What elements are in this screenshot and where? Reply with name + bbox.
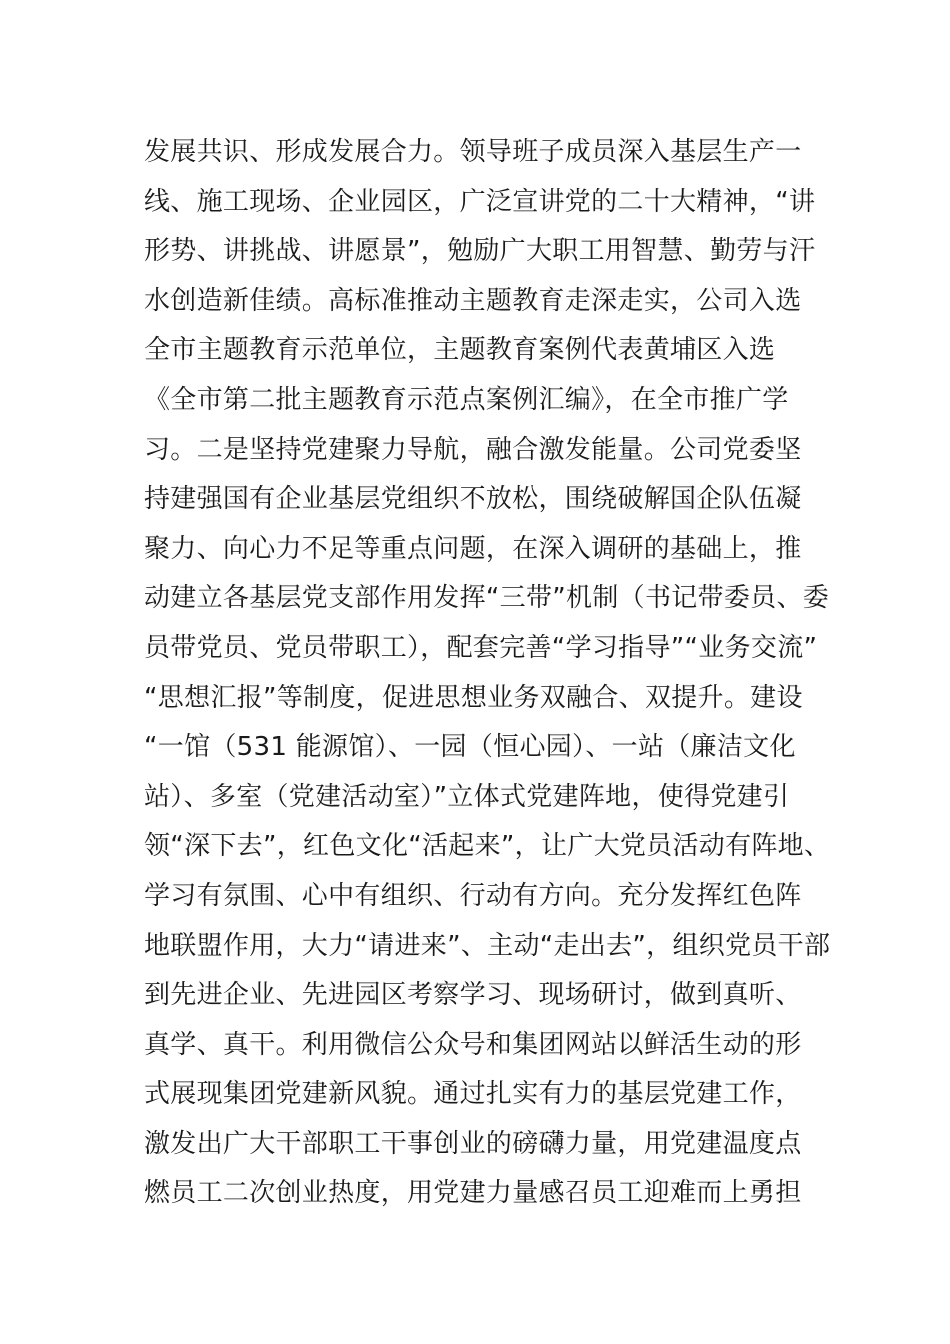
text-line: 全市主题教育示范单位，主题教育案例代表黄埔区入选 bbox=[144, 335, 776, 366]
text-line: “思想汇报”等制度，促进思想业务双融合、双提升。建设 bbox=[144, 682, 803, 713]
text-line: “一馆（531 能源馆）、一园（恒心园）、一站（廉洁文化 bbox=[144, 732, 796, 763]
text-line: 员带党员、党员带职工），配套完善“学习指导”“业务交流” bbox=[144, 632, 818, 663]
text-line: 到先进企业、先进园区考察学习、现场研讨，做到真听、 bbox=[144, 980, 802, 1011]
text-line: 《全市第二批主题教育示范点案例汇编》，在全市推广学 bbox=[144, 384, 789, 415]
text-line: 领“深下去”，红色文化“活起来”，让广大党员活动有阵地、 bbox=[144, 831, 831, 862]
text-line: 水创造新佳绩。高标准推动主题教育走深走实，公司入选 bbox=[144, 285, 802, 316]
text-line: 动建立各基层党支部作用发挥“三带”机制（书记带委员、委 bbox=[144, 583, 830, 614]
body-paragraph bbox=[144, 128, 831, 1219]
text-line: 站）、多室（党建活动室）”立体式党建阵地，使得党建引 bbox=[144, 781, 790, 812]
text-line: 形势、讲挑战、讲愿景”，勉励广大职工用智慧、勤劳与汗 bbox=[144, 236, 816, 267]
text-line: 聚力、向心力不足等重点问题，在深入调研的基础上，推 bbox=[144, 533, 802, 564]
text-line: 地联盟作用，大力“请进来”、主动“走出去”，组织党员干部 bbox=[144, 930, 831, 961]
text-line: 线、施工现场、企业园区，广泛宣讲党的二十大精神，“讲 bbox=[144, 186, 816, 217]
text-line: 激发出广大干部职工干事创业的磅礴力量，用党建温度点 bbox=[144, 1128, 802, 1159]
text-line: 学习有氛围、心中有组织、行动有方向。充分发挥红色阵 bbox=[144, 880, 802, 911]
text-line: 式展现集团党建新风貌。通过扎实有力的基层党建工作， bbox=[144, 1079, 802, 1110]
text-line: 发展共识、形成发展合力。领导班子成员深入基层生产一 bbox=[144, 137, 802, 167]
text-line: 习。二是坚持党建聚力导航，融合激发能量。公司党委坚 bbox=[144, 434, 802, 465]
text-line: 燃员工二次创业热度，用党建力量感召员工迎难而上勇担 bbox=[144, 1178, 802, 1209]
text-line: 真学、真干。利用微信公众号和集团网站以鲜活生动的形 bbox=[144, 1029, 802, 1060]
text-line: 持建强国有企业基层党组织不放松，围绕破解国企队伍凝 bbox=[144, 484, 802, 515]
